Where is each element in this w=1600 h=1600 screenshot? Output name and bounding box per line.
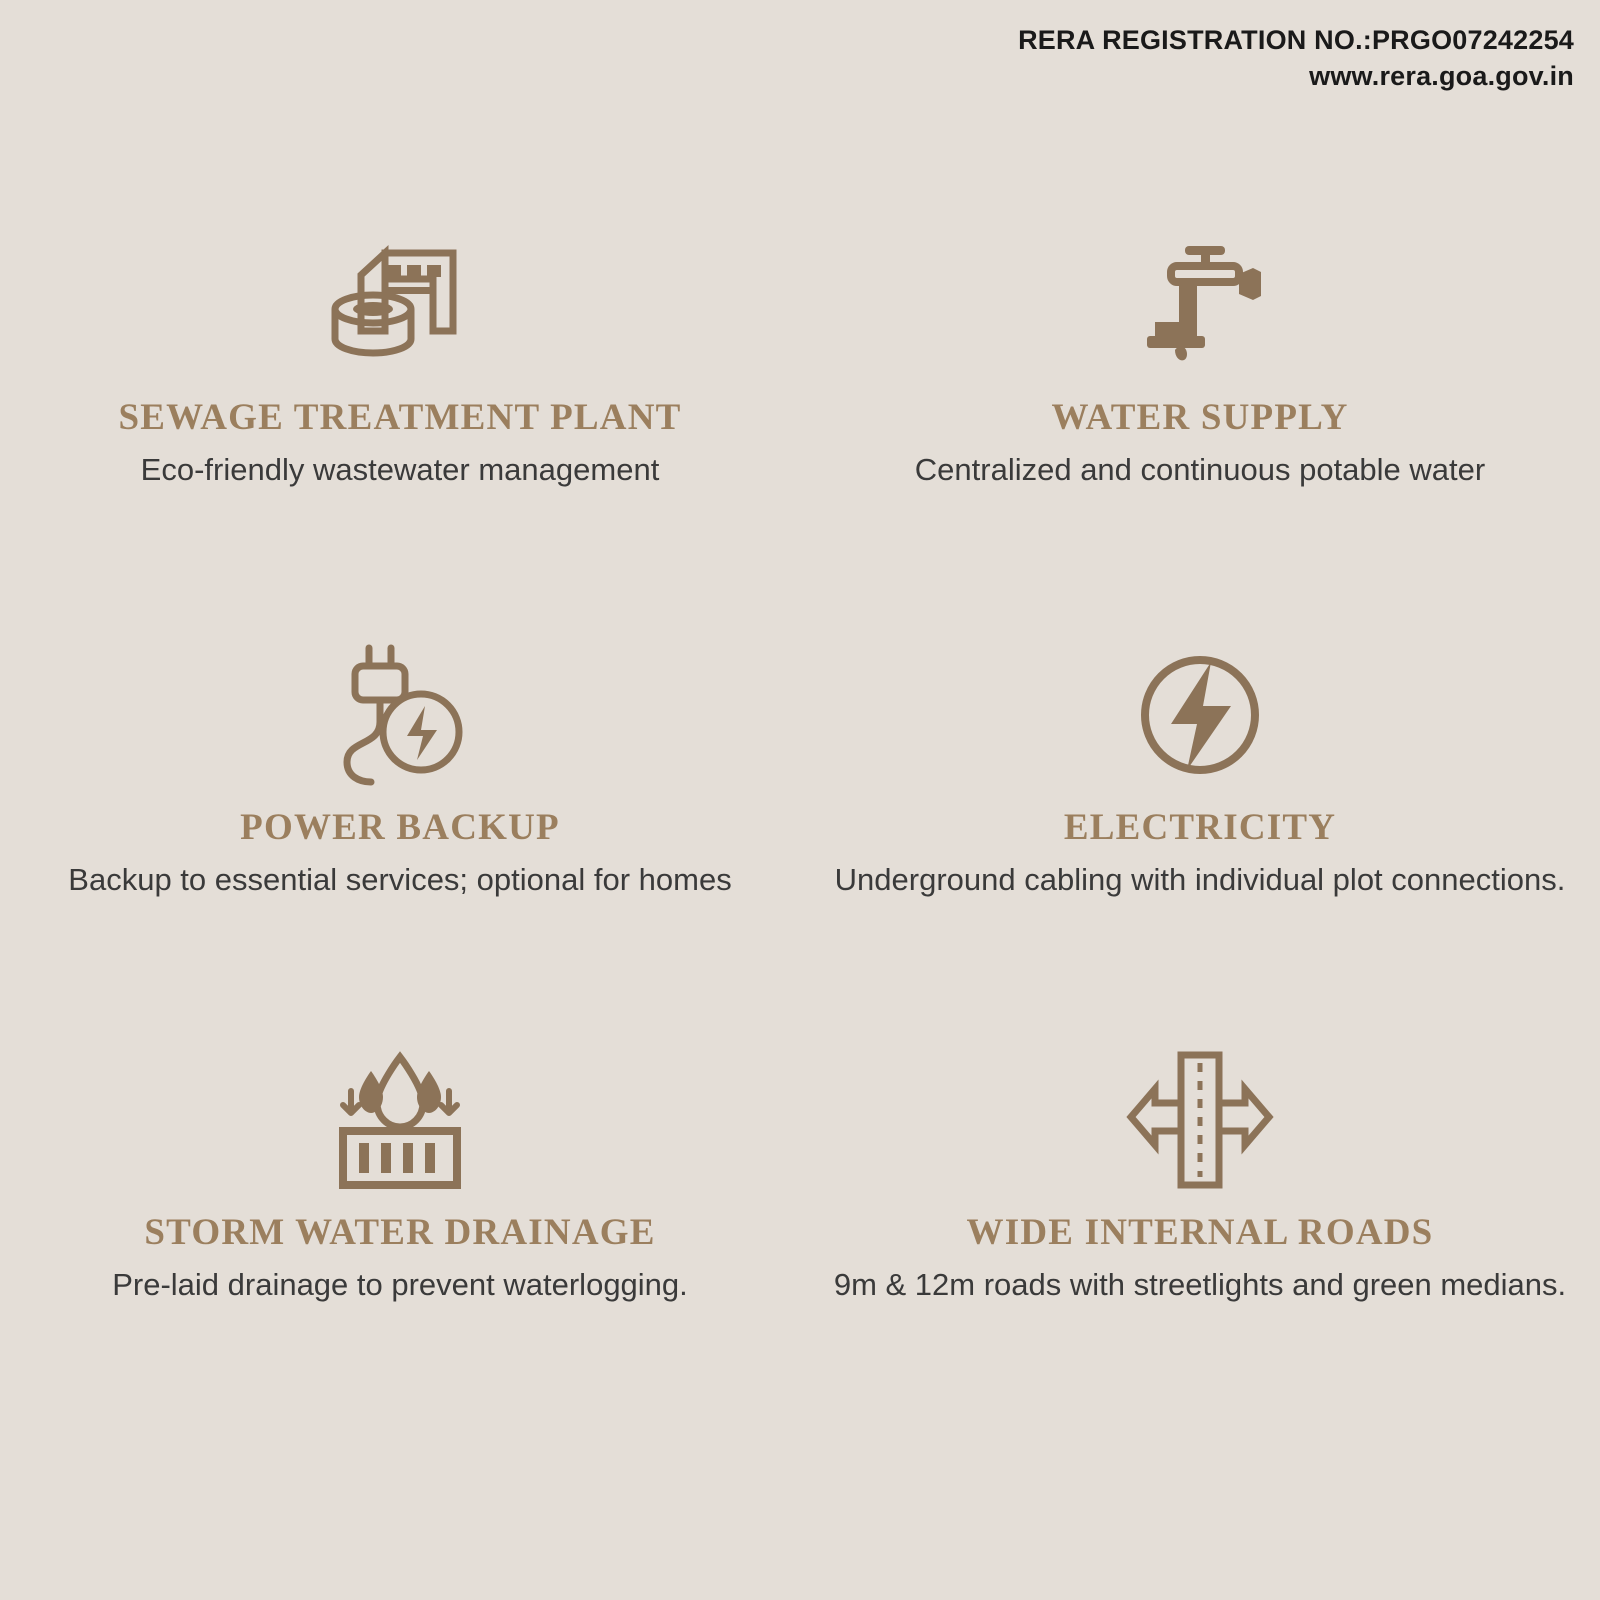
water-tap-icon xyxy=(1125,230,1275,380)
feature-description: Backup to essential services; optional for homes xyxy=(68,862,732,897)
feature-item-water-supply xyxy=(800,230,1600,640)
feature-title: SEWAGE TREATMENT PLANT xyxy=(118,397,682,438)
feature-item-storm-water-drainage xyxy=(0,1045,800,1445)
feature-description: Underground cabling with individual plot connections. xyxy=(834,862,1566,897)
feature-title: POWER BACKUP xyxy=(240,807,560,848)
feature-title: STORM WATER DRAINAGE xyxy=(144,1212,656,1253)
road-arrows-icon xyxy=(1125,1045,1275,1195)
lightning-bolt-icon xyxy=(1125,640,1275,790)
rera-header xyxy=(1018,22,1574,95)
features-grid xyxy=(0,230,1600,1445)
feature-title: WIDE INTERNAL ROADS xyxy=(966,1212,1434,1253)
feature-item-sewage-treatment-plant xyxy=(0,230,800,640)
sewage-treatment-plant-icon xyxy=(325,230,475,380)
feature-item-power-backup xyxy=(0,640,800,1045)
feature-item-wide-internal-roads xyxy=(800,1045,1600,1445)
feature-description: Eco-friendly wastewater management xyxy=(140,452,660,487)
feature-description: Centralized and continuous potable water xyxy=(914,452,1486,487)
feature-title: ELECTRICITY xyxy=(1063,807,1337,848)
feature-title: WATER SUPPLY xyxy=(1051,397,1349,438)
feature-description: 9m & 12m roads with streetlights and green medians. xyxy=(833,1267,1567,1302)
power-plug-icon xyxy=(325,640,475,790)
feature-description: Pre-laid drainage to prevent waterlogging. xyxy=(112,1267,688,1302)
feature-item-electricity xyxy=(800,640,1600,1045)
rera-registration-number: RERA REGISTRATION NO.:PRGO07242254 xyxy=(1018,25,1574,55)
rera-website: www.rera.goa.gov.in xyxy=(1309,61,1574,92)
storm-water-drainage-icon xyxy=(325,1045,475,1195)
